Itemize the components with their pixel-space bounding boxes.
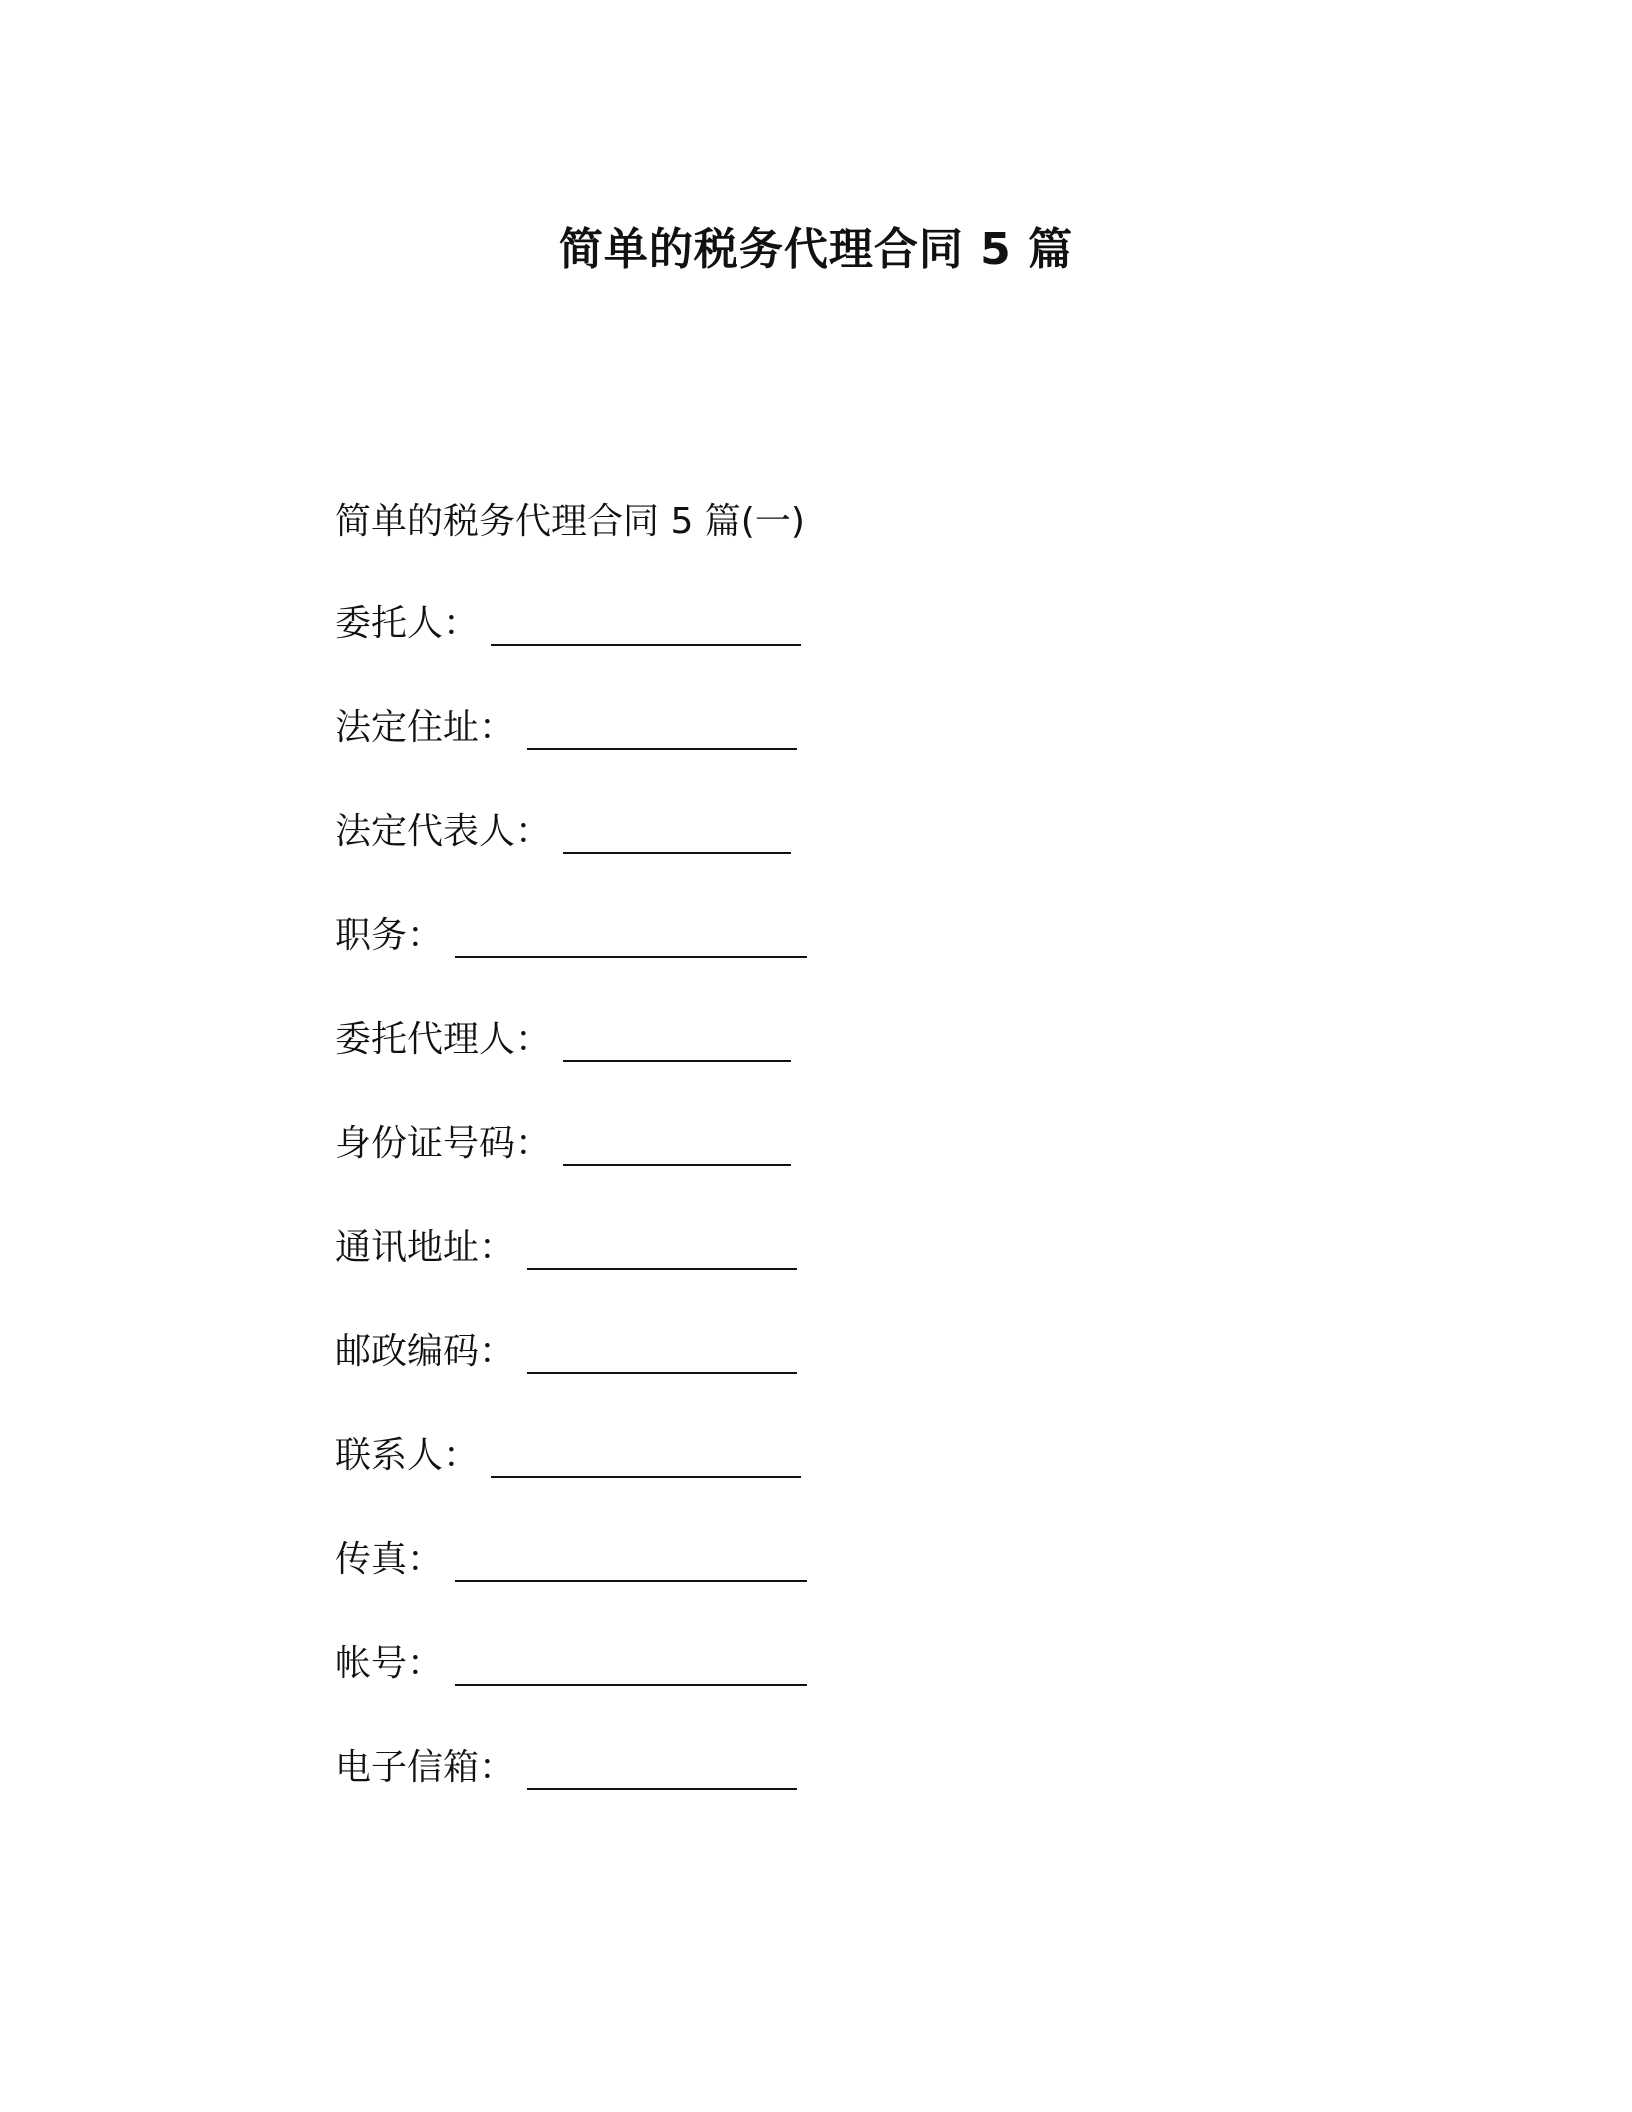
section-heading: 简单的税务代理合同 5 篇(一) — [335, 501, 805, 542]
field-email — [335, 1744, 1235, 1848]
field-postal-code — [335, 1328, 1235, 1432]
field-label: 邮政编码： — [335, 1331, 516, 1372]
field-account-number — [335, 1640, 1235, 1744]
fill-in-blank — [563, 1016, 791, 1062]
field-label: 法定代表人： — [335, 811, 552, 852]
fill-in-blank — [563, 1120, 791, 1166]
field-fax — [335, 1536, 1235, 1640]
fill-in-blank — [455, 1640, 807, 1686]
fill-in-blank — [491, 600, 801, 646]
document-title: 简单的税务代理合同 5 篇 — [558, 224, 1074, 275]
field-label: 身份证号码： — [335, 1123, 552, 1164]
fill-in-blank — [455, 1536, 807, 1582]
field-label: 委托代理人： — [335, 1019, 552, 1060]
field-authorized-agent — [335, 1016, 1235, 1120]
field-legal-address — [335, 704, 1235, 808]
field-mailing-address — [335, 1224, 1235, 1328]
contract-field-list — [335, 600, 1235, 1848]
field-label: 传真： — [335, 1539, 444, 1580]
fill-in-blank — [527, 1224, 797, 1270]
field-contact-person — [335, 1432, 1235, 1536]
fill-in-blank — [563, 808, 791, 854]
field-label: 通讯地址： — [335, 1227, 516, 1268]
field-legal-representative — [335, 808, 1235, 912]
fill-in-blank — [527, 1744, 797, 1790]
field-label: 联系人： — [335, 1435, 480, 1476]
field-label: 职务： — [335, 915, 444, 956]
field-position — [335, 912, 1235, 1016]
fill-in-blank — [455, 912, 807, 958]
field-entrusting-party — [335, 600, 1235, 704]
field-label: 法定住址： — [335, 707, 516, 748]
fill-in-blank — [491, 1432, 801, 1478]
field-label: 帐号： — [335, 1643, 444, 1684]
field-label: 委托人： — [335, 603, 480, 644]
fill-in-blank — [527, 704, 797, 750]
field-id-number — [335, 1120, 1235, 1224]
fill-in-blank — [527, 1328, 797, 1374]
field-label: 电子信箱： — [335, 1747, 516, 1788]
